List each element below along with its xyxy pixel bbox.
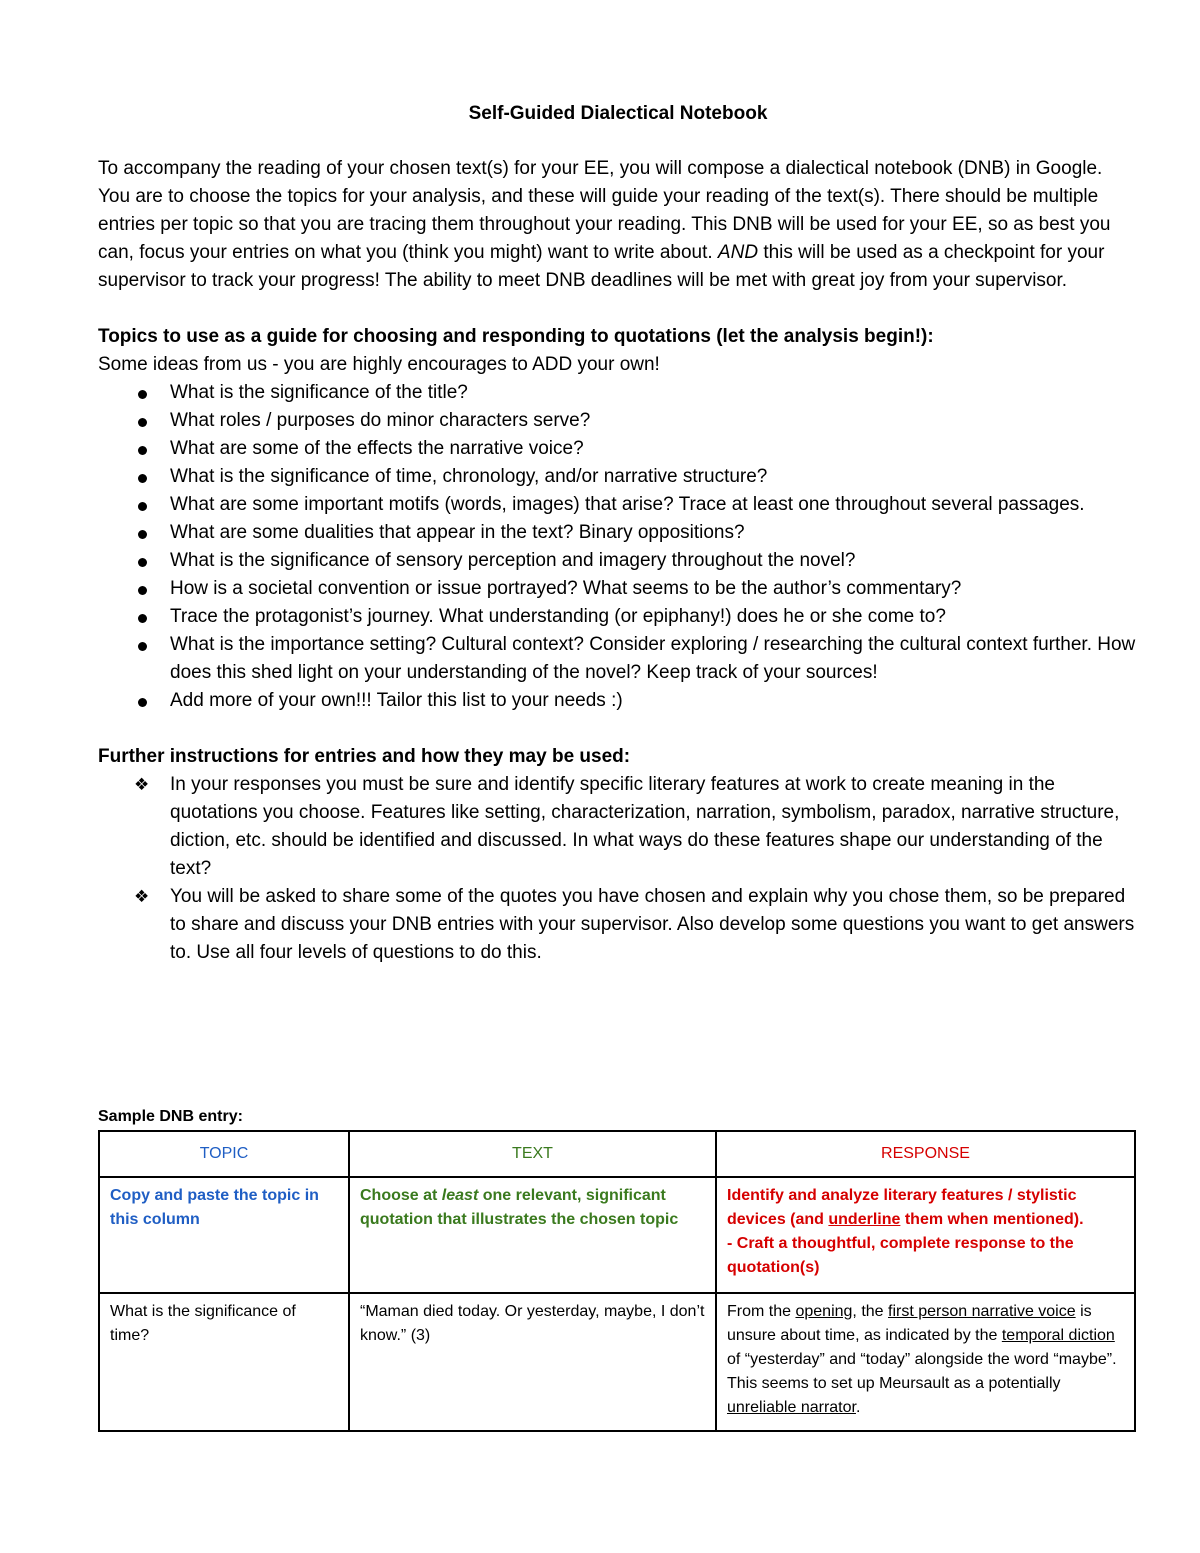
intro-emphasis: AND [717,242,759,263]
intro-paragraph [98,155,1138,295]
bullet-icon [138,502,147,511]
table-row [99,1177,1135,1293]
instructions-list [98,771,1138,967]
document-page [98,100,1138,967]
bullet-icon [138,530,147,539]
header-topic: TOPIC [99,1131,349,1177]
sample-label: Sample DNB entry: [98,1108,243,1125]
intro-part-1: To accompany the reading of your chosen text(s) for your EE, you will compose a dialectical notebook (DNB) in Google. You are to choose the topics for your analysis, and these will guide your reading of the text(s). There should be multiple entries per topic so that you are tracing them throughout your reading. This DNB will be used for your EE, so as best you can, focus your entries on what you (think you might) want to write about. [98,158,1111,263]
sample-dnb-table [98,1130,1136,1432]
intro-part-2: this will be used as a checkpoint for your supervisor to track your progress! The ability to meet DNB deadlines will be met with great joy from your supervisor. [98,242,1105,291]
instructions-heading: Further instructions for entries and how they may be used: [98,746,631,767]
cell-text: Choose at least one relevant, significant quotation that illustrates the chosen topic [349,1177,716,1293]
bullet-icon [138,698,147,707]
list-item: ❖ You will be asked to share some of the quotes you have chosen and explain why you chose them, so be prepared to share and discuss your DNB entries with your supervisor. Also develop some questions you want to get answers to. Use all four levels of questions to do this. [98,883,1138,967]
diamond-bullet-icon: ❖ [134,887,150,906]
cell-text: “Maman died today. Or yesterday, maybe, I don’t know.” (3) [349,1293,716,1431]
bullet-icon [138,474,147,483]
cell-response: Identify and analyze literary features / stylistic devices (and underline them when mentioned). - Craft a thoughtful, complete response to the quotation(s) [716,1177,1135,1293]
diamond-bullet-icon: ❖ [134,775,150,794]
bullet-icon [138,642,147,651]
topics-heading: Topics to use as a guide for choosing and responding to quotations (let the analysis begin!): [98,326,934,347]
bullet-icon [138,390,147,399]
cell-response: From the opening, the first person narrative voice is unsure about time, as indicated by the temporal diction of “yesterday” and “today” alongside the word “maybe”. This seems to set up Meursault as a potentially unreliable narrator. [716,1293,1135,1431]
bullet-icon [138,446,147,455]
topics-list [98,379,1138,715]
table-header-row [99,1131,1135,1177]
list-item: Add more of your own!!! Tailor this list to your needs :) [98,687,1138,715]
list-item: What are some dualities that appear in the text? Binary oppositions? [98,519,1138,547]
header-response: RESPONSE [716,1131,1135,1177]
list-item: What roles / purposes do minor characters serve? [98,407,1138,435]
bullet-icon [138,558,147,567]
topics-subheading: Some ideas from us - you are highly encourages to ADD your own! [98,354,660,375]
table-row [99,1293,1135,1431]
bullet-icon [138,614,147,623]
list-item: What is the significance of the title? [98,379,1138,407]
cell-topic: What is the significance of time? [99,1293,349,1431]
list-item: How is a societal convention or issue portrayed? What seems to be the author’s commentary? [98,575,1138,603]
bullet-icon [138,418,147,427]
list-item: What is the significance of time, chronology, and/or narrative structure? [98,463,1138,491]
list-item: Trace the protagonist’s journey. What understanding (or epiphany!) does he or she come to? [98,603,1138,631]
cell-topic: Copy and paste the topic in this column [99,1177,349,1293]
list-item: What is the importance setting? Cultural context? Consider exploring / researching the cultural context further. How does this shed light on your understanding of the novel? Keep track of your sources! [98,631,1138,687]
page-title: Self-Guided Dialectical Notebook [468,103,768,124]
header-text: TEXT [349,1131,716,1177]
list-item: ❖ In your responses you must be sure and identify specific literary features at work to create meaning in the quotations you choose. Features like setting, characterization, narration, symbolism, paradox, narrative structure, diction, etc. should be identified and discussed. In what ways do these features shape our understanding of the text? [98,771,1138,883]
list-item: What is the significance of sensory perception and imagery throughout the novel? [98,547,1138,575]
list-item: What are some of the effects the narrative voice? [98,435,1138,463]
bullet-icon [138,586,147,595]
list-item: What are some important motifs (words, images) that arise? Trace at least one throughout several passages. [98,491,1138,519]
